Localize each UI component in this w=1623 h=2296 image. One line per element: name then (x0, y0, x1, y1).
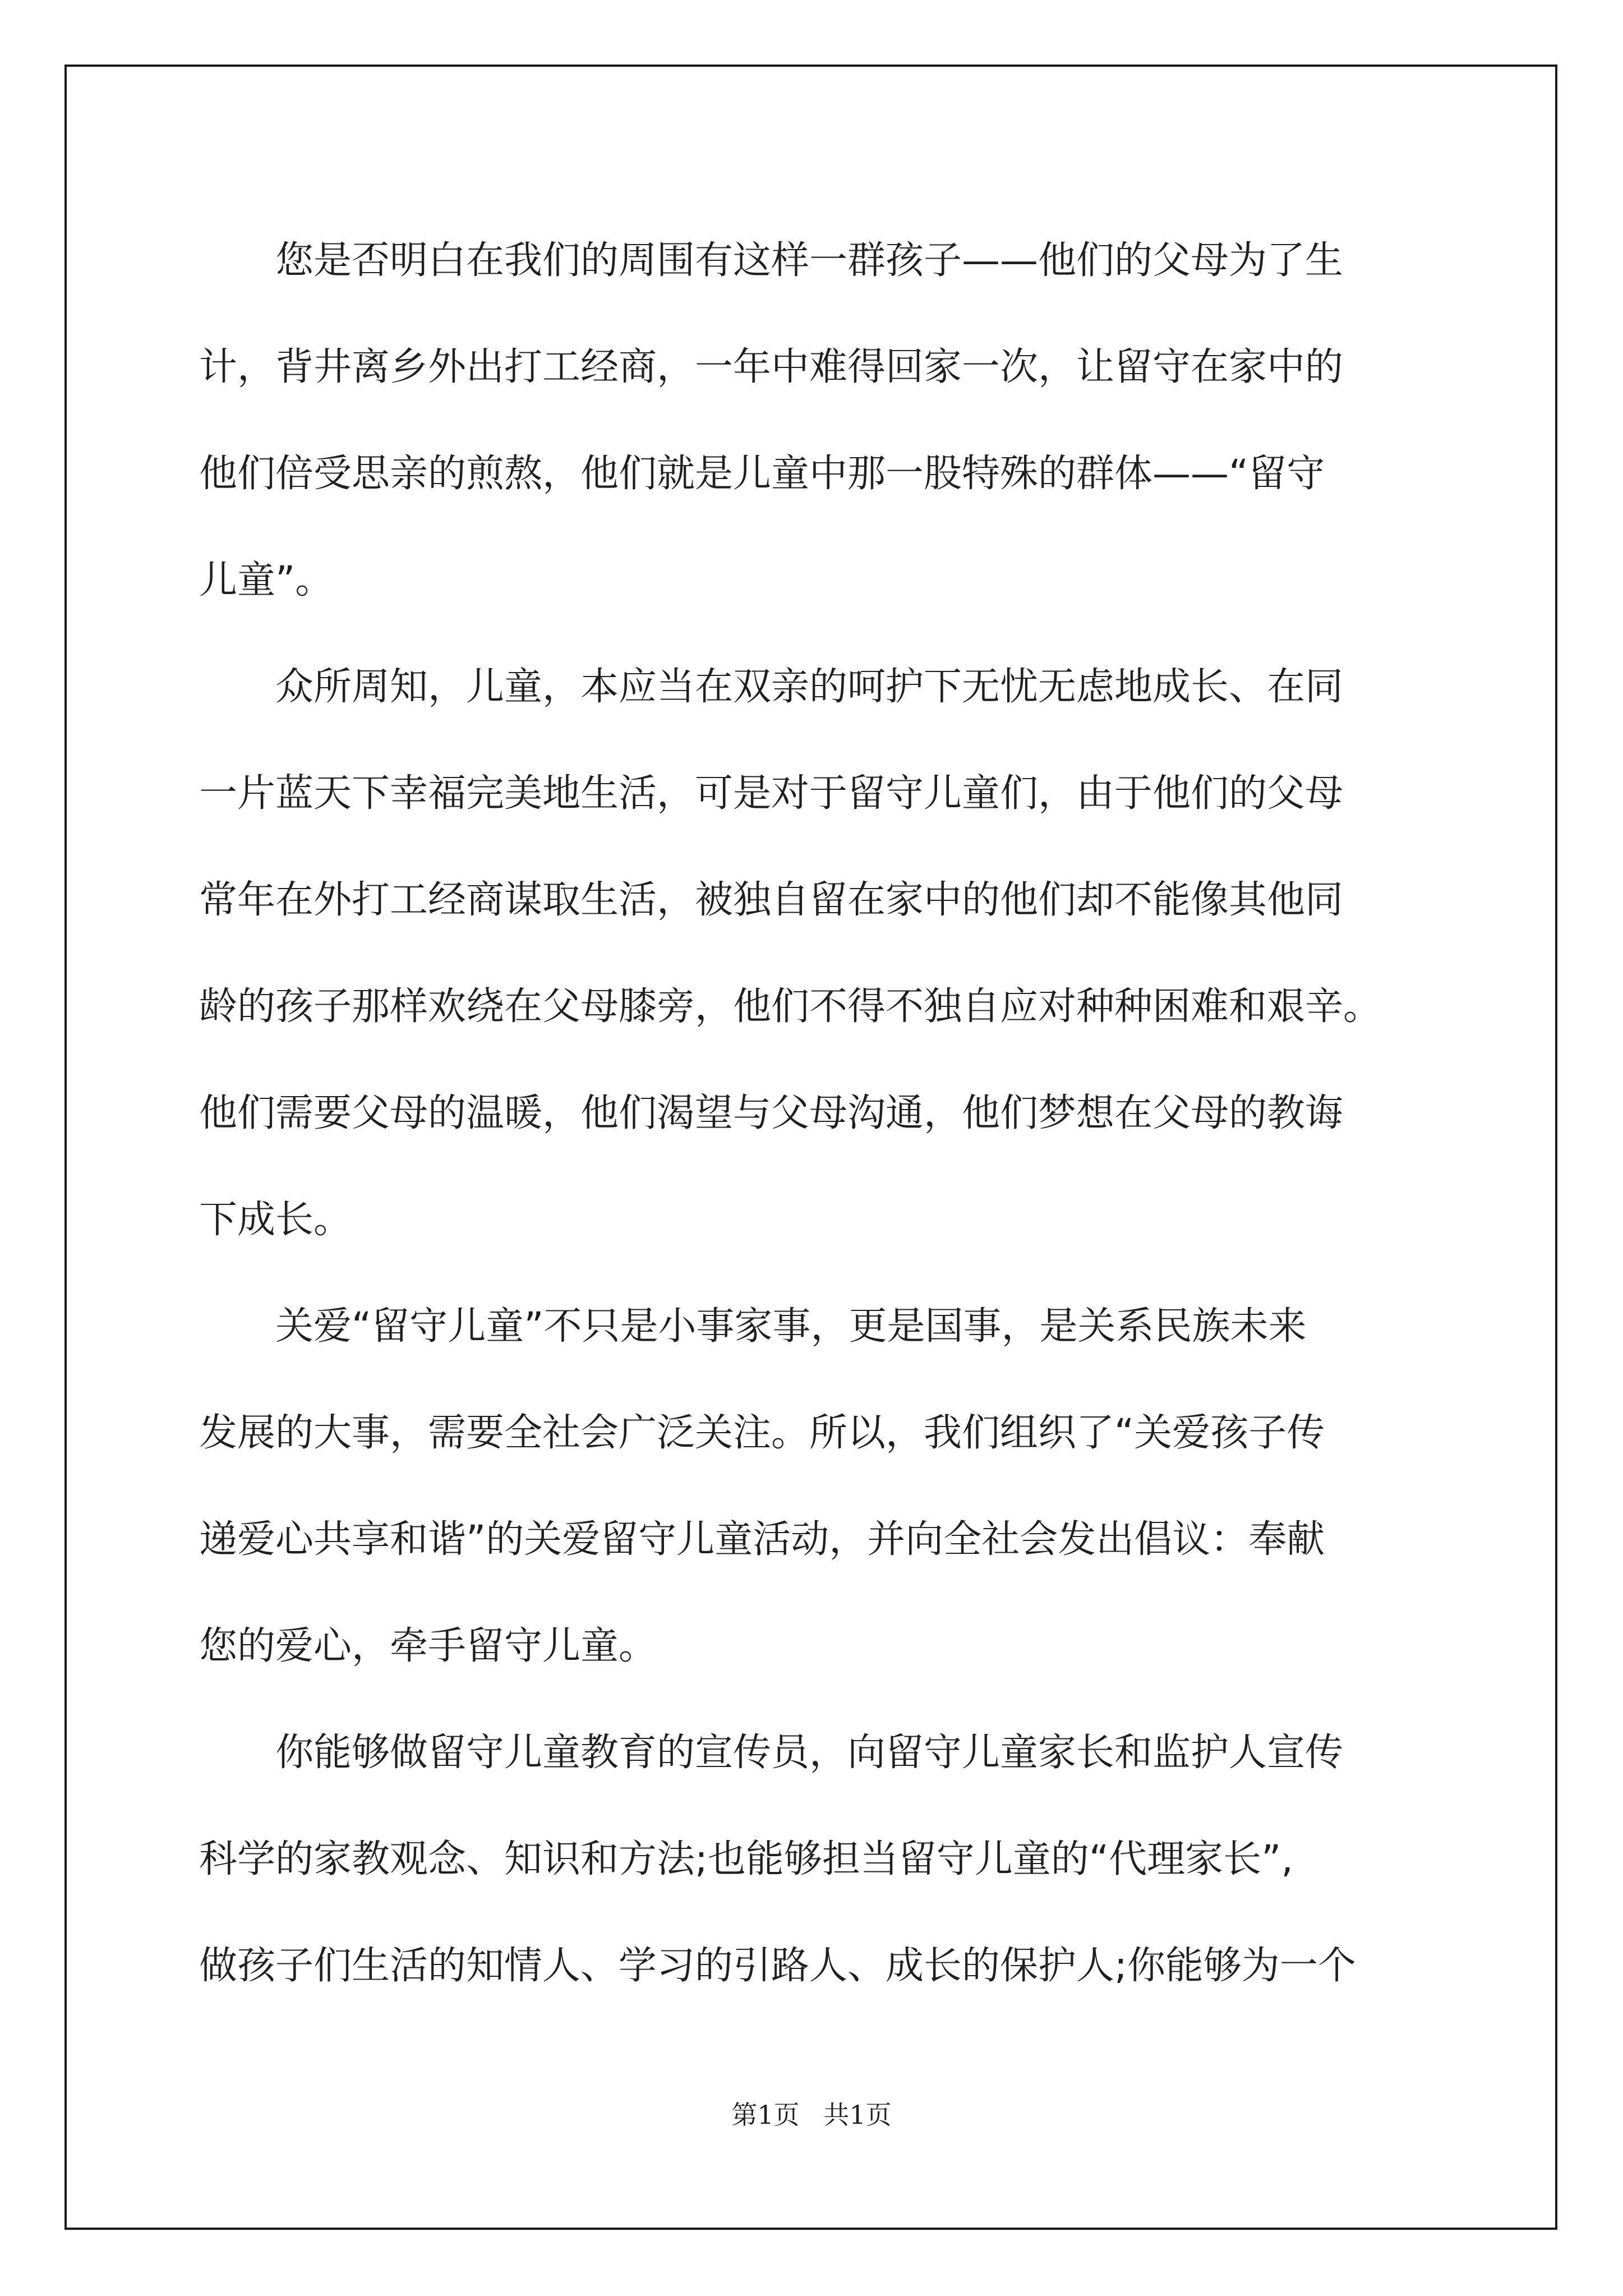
paragraph-line: 发展的大事，需要全社会广泛关注。所以，我们组织了“关爱孩子传 (199, 1411, 1325, 1455)
paragraph-4 (199, 1700, 1438, 2019)
paragraph-3 (199, 1273, 1438, 1700)
document-body (199, 208, 1438, 2019)
page-number: 第1页 (731, 2100, 800, 2130)
paragraph-1 (199, 208, 1438, 634)
page-total: 共1页 (823, 2100, 892, 2130)
paragraph-line: 儿童”。 (199, 558, 334, 602)
paragraph-line: 他们倍受思亲的煎熬，他们就是儿童中那一股特殊的群体——“留守 (199, 452, 1325, 496)
paragraph-line: 一片蓝天下幸福完美地生活，可是对于留守儿童们，由于他们的父母 (199, 771, 1344, 816)
paragraph-line: 龄的孩子那样欢绕在父母膝旁，他们不得不独自应对种种困难和艰辛。 (199, 984, 1382, 1029)
paragraph-line: 您是否明白在我们的周围有这样一群孩子——他们的父母为了生 (275, 238, 1344, 283)
paragraph-line: 您的爱心，牵手留守儿童。 (199, 1624, 657, 1668)
paragraph-line: 做孩子们生活的知情人、学习的引路人、成长的保护人;你能够为一个 (199, 1944, 1356, 1988)
paragraph-line: 科学的家教观念、知识和方法;也能够担当留守儿童的“代理家长”, (199, 1837, 1293, 1881)
paragraph-line: 关爱“留守儿童”不只是小事家事，更是国事，是关系民族未来 (275, 1304, 1307, 1349)
paragraph-line: 众所周知，儿童，本应当在双亲的呵护下无忧无虑地成长、在同 (275, 665, 1344, 709)
paragraph-line: 递爱心共享和谐”的关爱留守儿童活动，并向全社会发出倡议：奉献 (199, 1517, 1325, 1562)
paragraph-line: 常年在外打工经商谋取生活，被独自留在家中的他们却不能像其他同 (199, 878, 1344, 922)
paragraph-2 (199, 634, 1438, 1273)
paragraph-line: 你能够做留守儿童教育的宣传员，向留守儿童家长和监护人宣传 (275, 1731, 1344, 1775)
paragraph-line: 计，背井离乡外出打工经商，一年中难得回家一次，让留守在家中的 (199, 345, 1344, 389)
paragraph-line: 他们需要父母的温暖，他们渴望与父母沟通，他们梦想在父母的教诲 (199, 1091, 1344, 1135)
paragraph-line: 下成长。 (199, 1198, 352, 1242)
page-footer (0, 2098, 1623, 2132)
